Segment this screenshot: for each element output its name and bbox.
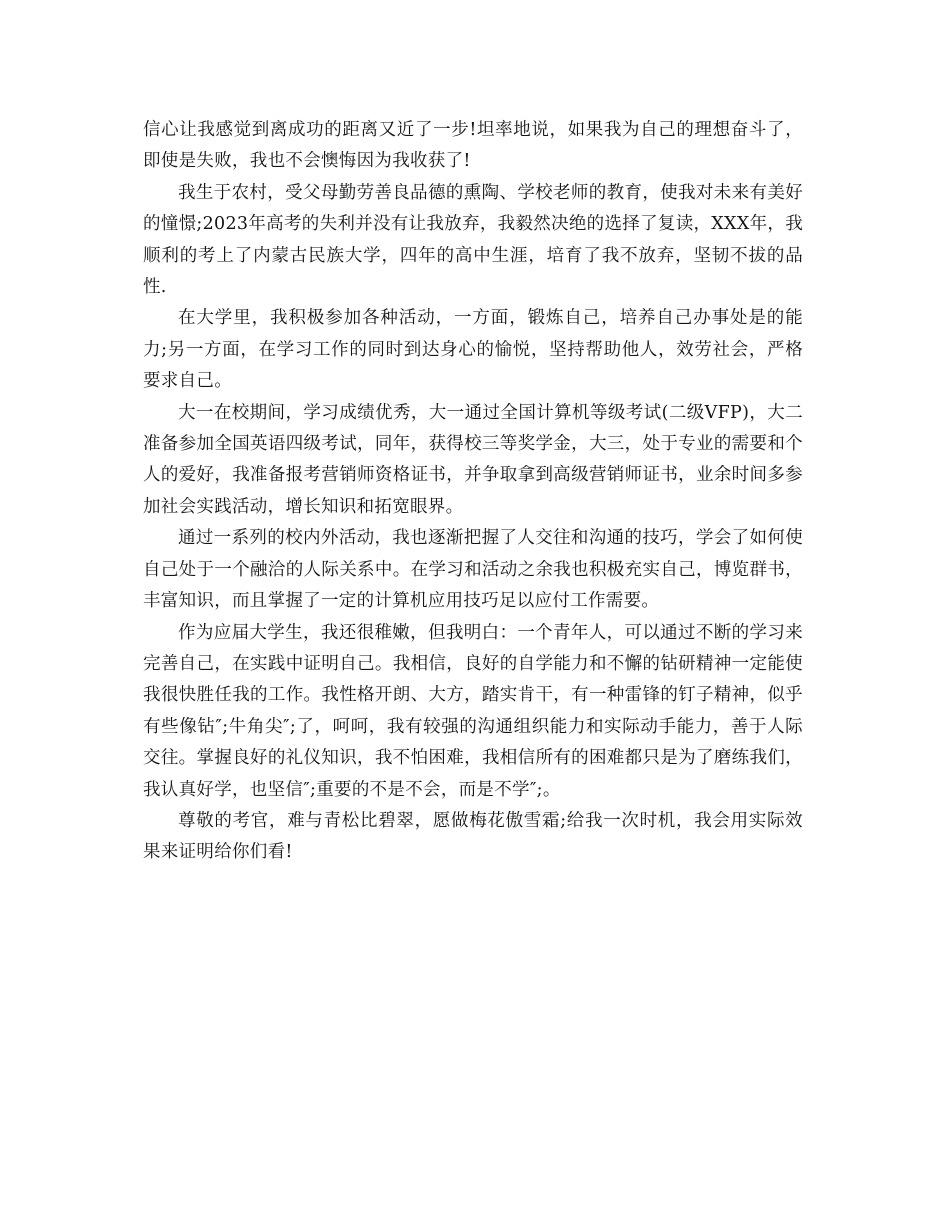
paragraph-2: 我生于农村，受父母勤劳善良品德的熏陶、学校老师的教育，使我对未来有美好的憧憬;2023年高考的失利并没有让我放弃，我毅然决绝的选择了复读，XXX年，我顺利的考上了内蒙古民族大学，四年的高中生涯，培育了我不放弃，坚韧不拔的品性. [143,182,803,298]
paragraph-7: 尊敬的考官，难与青松比碧翠，愿做梅花傲雪霜;给我一次时机，我会用实际效果来证明给你们看! [143,810,803,863]
paragraph-5: 通过一系列的校内外活动，我也逐渐把握了人交往和沟通的技巧，学会了如何使自己处于一个融洽的人际关系中。在学习和活动之余我也积极充实自己，博览群书，丰富知识，而且掌握了一定的计算机应用技巧足以应付工作需要。 [143,528,803,612]
paragraph-4: 大一在校期间，学习成绩优秀，大一通过全国计算机等级考试(二级VFP)，大二准备参加全国英语四级考试，同年，获得校三等奖学金，大三，处于专业的需要和个人的爱好，我准备报考营销师资格证书，并争取拿到高级营销师证书，业余时间多参加社会实践活动，增长知识和拓宽眼界。 [143,402,803,517]
paragraph-1: 信心让我感觉到离成功的距离又近了一步!坦率地说，如果我为自己的理想奋斗了，即使是失败，我也不会懊悔因为我收获了! [143,120,803,172]
document-body [143,115,803,869]
paragraph-6: 作为应届大学生，我还很稚嫩，但我明白：一个青年人，可以通过不断的学习来完善自己，在实践中证明自己。我相信，良好的自学能力和不懈的钻研精神一定能使我很快胜任我的工作。我性格开朗、大方，踏实肯干，有一种雷锋的钉子精神，似乎有些像钻″;牛角尖″;了，呵呵，我有较强的沟通组织能力和实际动手能力，善于人际交往。掌握良好的礼仪知识，我不怕困难，我相信所有的困难都只是为了磨练我们，我认真好学，也坚信″;重要的不是不会，而是不学″;。 [143,622,803,800]
paragraph-3: 在大学里，我积极参加各种活动，一方面，锻炼自己，培养自己办事处是的能力;另一方面，在学习工作的同时到达身心的愉悦，坚持帮助他人，效劳社会，严格要求自己。 [143,308,803,392]
